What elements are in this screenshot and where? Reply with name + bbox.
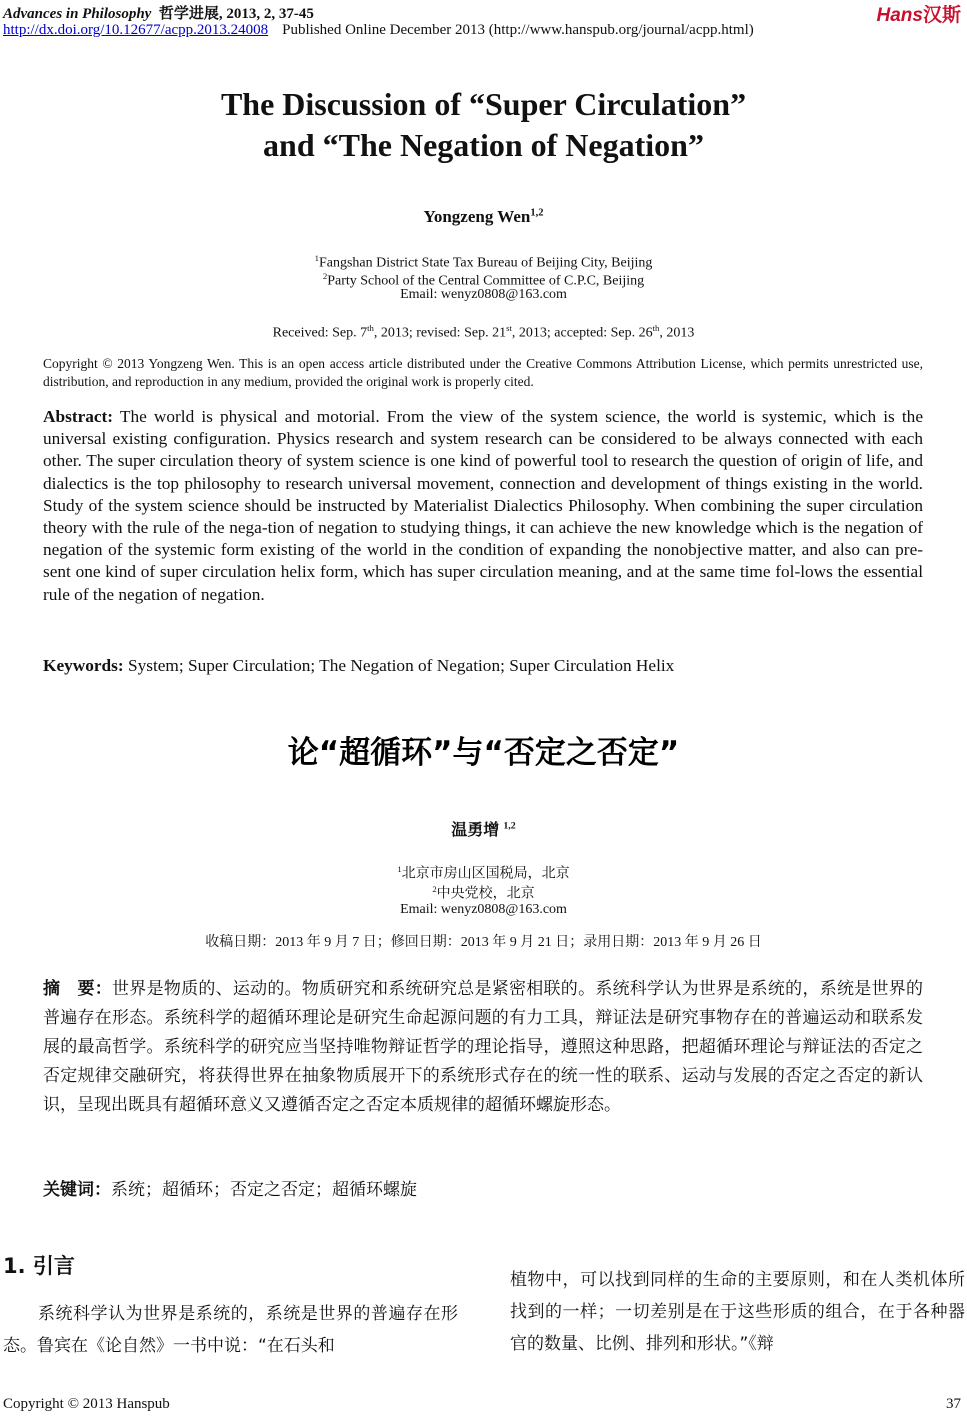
- hans-logo: [877, 0, 961, 27]
- journal-name: Advances in Philosophy: [3, 6, 152, 22]
- aff-sup: 2: [432, 884, 437, 894]
- cn-keywords: [43, 1176, 923, 1205]
- aff-text: 中央党校，北京: [436, 886, 535, 902]
- keywords: [43, 655, 923, 677]
- logo-text-cn: 汉斯: [922, 5, 961, 26]
- author-name: Yongzeng Wen: [423, 207, 531, 226]
- published-info: Published Online December 2013 (http://www.hanspub.org/journal/acpp.html): [282, 22, 754, 38]
- email: Email: wenyz0808@163.com: [400, 287, 567, 302]
- chinese-author: [0, 817, 967, 840]
- journal-header: [3, 2, 314, 23]
- title-line-2: and “The Negation of Negation”: [263, 127, 704, 163]
- cn-abstract-text: 世界是物质的、运动的。物质研究和系统研究总是紧密相联的。系统科学认为世界是系统的，系统是世界的普遍存在形态。系统科学的超循环理论是研究生命起源问题的有力工具，辩证法是研究事物存在的普遍运动和联系发展的最高哲学。系统科学的研究应当坚持唯物辩证哲学的理论指导，遵照这种思路，把超循环理论与辩证法的否定之否定规律交融研究，将获得世界在抽象物质展开下的系统形式存在的统一性的联系、运动与发展的否定之否定的新认识，呈现出既具有超循环意义又遵循否定之否定本质规律的超循环螺旋形态。: [43, 979, 924, 1115]
- abstract: [43, 406, 923, 606]
- aff-text: 北京市房山区国税局，北京: [401, 866, 570, 882]
- cn-email: Email: wenyz0808@163.com: [400, 902, 567, 917]
- aff-sup: 2: [322, 271, 328, 281]
- cn-dates: 收稿日期：2013 年 9 月 7 日；修回日期：2013 年 9 月 21 日；录用日期：2013 年 9 月 26 日: [205, 935, 762, 950]
- copyright-notice: Copyright © 2013 Yongzeng Wen. This is an open access article distributed under the Creative Commons Attribution License, which permits unrestricted use, distribution, and reproduction in any medium, provided the original work is properly cited.: [43, 356, 923, 389]
- sup: st: [506, 323, 512, 333]
- abstract-label: Abstract:: [43, 407, 114, 426]
- author-sup: 1,2: [503, 820, 516, 832]
- received: Received: Sep. 7: [272, 325, 368, 341]
- aff-text: Fangshan District State Tax Bureau of Beijing City, Beijing: [318, 255, 653, 271]
- keywords-label: Keywords:: [43, 656, 124, 675]
- footer-copyright: Copyright © 2013 Hanspub: [3, 1396, 170, 1412]
- journal-citation: 哲学进展, 2013, 2, 37-45: [158, 6, 314, 22]
- aff-text: Party School of the Central Committee of C.P.C, Beijing: [327, 273, 645, 289]
- accepted-year: , 2013: [659, 325, 695, 341]
- cn-abstract-label: 摘 要：: [43, 979, 113, 999]
- cn-keywords-label: 关键词：: [43, 1180, 111, 1200]
- accepted: , 2013; accepted: Sep. 26: [511, 325, 653, 341]
- section-heading: 1. 引言: [3, 1254, 75, 1278]
- page-number: 37: [946, 1396, 961, 1412]
- aff-sup: 1: [397, 864, 402, 874]
- cn-abstract: [43, 975, 923, 1120]
- logo-text-en: Hans: [876, 5, 923, 26]
- cn-keywords-text: 系统；超循环；否定之否定；超循环螺旋: [111, 1180, 417, 1200]
- paper-title: [0, 84, 967, 166]
- keywords-text: System; Super Circulation; The Negation of Negation; Super Circulation Helix: [127, 656, 675, 675]
- body-right-column: 植物中，可以找到同样的生命的主要原则，和在人类机体所找到的一样；一切差别是在于这些形质的组合，在于各种器官的数量、比例、排列和形状。”《辩: [510, 1270, 965, 1354]
- sup: th: [652, 323, 660, 333]
- doi-line: [3, 22, 754, 39]
- chinese-title: 论“超循环”与“否定之否定”: [287, 735, 680, 771]
- doi-link[interactable]: http://dx.doi.org/10.12677/acpp.2013.24008: [3, 22, 269, 38]
- revised: , 2013; revised: Sep. 21: [373, 325, 507, 341]
- author: [0, 207, 967, 227]
- received-dates: [0, 319, 967, 343]
- author-name: 温勇增: [451, 822, 500, 839]
- abstract-text: The world is physical and motorial. From the view of the system science, the world is systemic, which is the universal existing configuration. Physics research and system research can be considered to be always connected with each other. The super circulation theory of system science is one kind of powerful tool to research the question of origin of life, and dialectics is the top philosophy to research universal movement, connection and development of things existing in the world. Study of the system science should be instructed by Materialist Dialectics Philosophy. When combining the super circulation theory with the rule of the nega-tion of negation to studying things, it can achieve the new knowledge which is the negation of negation of the systemic form existing of the world in the condition of expanding the nonobjective matter, and also can pre-sent one kind of super circulation helix form, which has super circulation meaning, and at the same time fol-lows the essential rule of the negation of negation.: [43, 407, 923, 604]
- aff-sup: 1: [314, 253, 319, 263]
- sup: th: [367, 323, 374, 333]
- title-line-1: The Discussion of “Super Circulation”: [220, 86, 747, 122]
- author-sup: 1,2: [530, 207, 544, 219]
- body-left-column: 系统科学认为世界是系统的，系统是世界的普遍存在形态。鲁宾在《论自然》一书中说：“在石头和: [3, 1304, 458, 1356]
